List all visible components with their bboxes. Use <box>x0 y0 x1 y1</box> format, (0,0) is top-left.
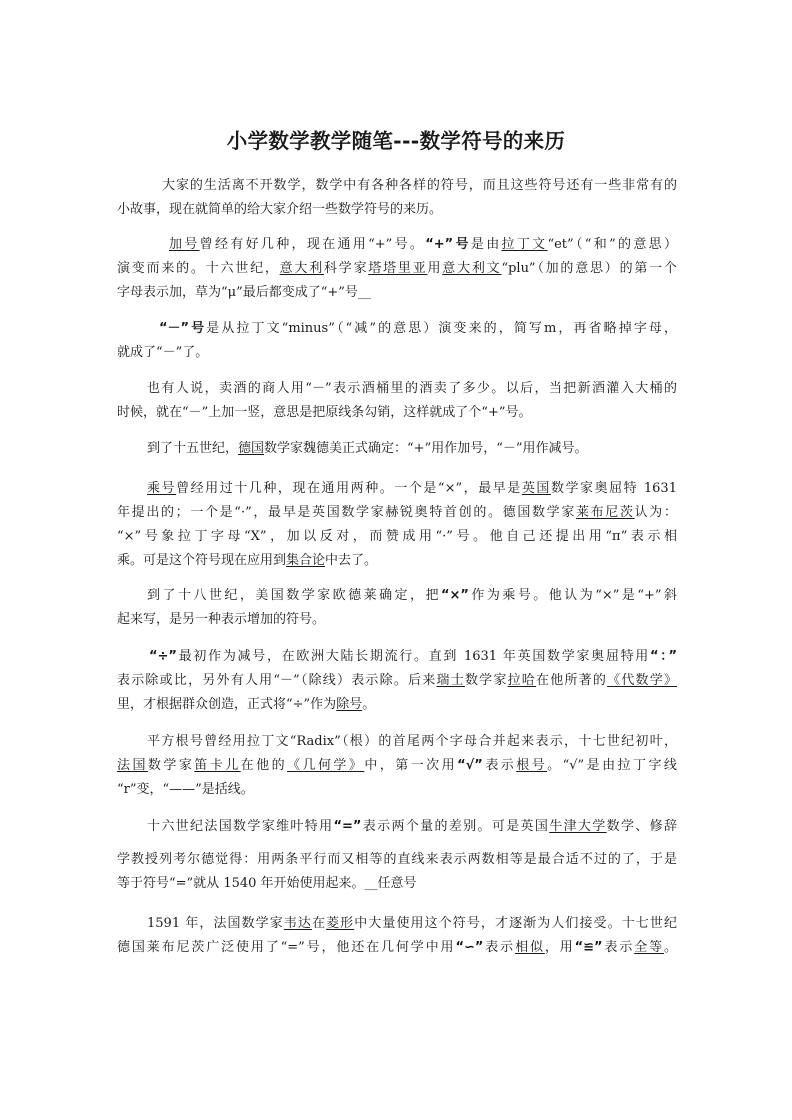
link-switzerland[interactable]: 瑞士 <box>436 673 465 688</box>
link-congruent[interactable]: 全等 <box>634 940 664 955</box>
text-line: 小故事，现在就简单的给大家介绍一些数学符号的来历。 <box>117 202 443 217</box>
link-algebra[interactable]: 《代数学》 <box>607 673 677 688</box>
text-line: 时候，就在“－”上加一竖，意思是把原线条勾销，这样就成了个“+”号。 <box>117 405 532 420</box>
text-line: 到了十八世纪，美国数学家欧德莱确定，把“×”作为乘号。他认为“×”是“+”斜 <box>147 588 677 603</box>
text-line: “r”变，“——”是括线。 <box>117 782 254 797</box>
link-geometry[interactable]: 《几何学》 <box>287 758 365 773</box>
text-line: 字母表示加，草为“μ”最后都变成了“+”号__ <box>117 285 371 300</box>
page-title: 小学数学教学随笔---数学符号的来历 <box>226 129 566 153</box>
link-england[interactable]: 英国 <box>521 481 551 496</box>
paragraph-wine-merchant <box>117 377 677 425</box>
link-viete[interactable]: 韦达 <box>283 916 312 931</box>
paragraph-sixteen-ninety-one <box>117 912 677 960</box>
link-rhombus[interactable]: 菱形 <box>326 916 355 931</box>
paragraph-minus-sign <box>117 317 677 365</box>
text-line: 德国莱布尼茨广泛使用了“=”号，他还在几何学中用“∽”表示相似，用“≌”表示全等。 <box>117 940 677 955</box>
text-line: 法国数学家笛卡儿在他的《几何学》中，第一次用“√”表示根号。“√”是由拉丁字线 <box>117 758 677 773</box>
link-set-theory[interactable]: 集合论 <box>286 553 326 568</box>
text-line: 里，才根据群众创造，正式将“÷”作为除号。 <box>117 697 376 712</box>
link-multiplication-sign[interactable]: 乘号 <box>147 481 177 496</box>
paragraph-division-sign <box>117 645 677 717</box>
text-line: 乘号曾经用过十几种，现在通用两种。一个是“×”，最早是英国数学家奥屈特 1631 <box>147 481 677 496</box>
link-germany[interactable]: 德国 <box>238 441 265 456</box>
link-oxford[interactable]: 牛津大学 <box>549 819 607 834</box>
paragraph-plus-sign <box>117 233 677 305</box>
text-line: 十六世纪法国数学家维叶特用“=”表示两个量的差别。可是英国牛津大学数学、修辞 <box>147 819 677 834</box>
link-similar[interactable]: 相似 <box>515 940 545 955</box>
text-line: 到了十五世纪，德国数学家魏德美正式确定：“+”用作加号，“－”用作减号。 <box>147 441 588 456</box>
text-line: 1591 年，法国数学家韦达在菱形中大量使用这个符号，才逐渐为人们接受。十七世纪 <box>147 916 677 931</box>
text-line: “×”号象拉丁字母“X”，加以反对，而赞成用“·”号。他自己还提出用“п”表示相 <box>117 529 677 544</box>
text-line: “÷”最初作为减号，在欧洲大陆长期流行。直到 1631 年英国数学家奥屈特用“：” <box>149 649 677 664</box>
paragraph-eighteenth-century <box>117 584 677 632</box>
link-tartaglia[interactable]: 塔塔里亚 <box>368 261 428 276</box>
link-france[interactable]: 法国 <box>117 758 148 773</box>
link-descartes[interactable]: 笛卡儿 <box>194 758 241 773</box>
paragraph-multiplication-sign <box>117 477 677 573</box>
paragraph-intro <box>117 174 677 222</box>
text-line: 演变而来的。十六世纪，意大利科学家塔塔里亚用意大利文“plu”（加的意思）的第一个 <box>117 261 677 276</box>
paragraph-fifteenth-century <box>117 437 677 461</box>
link-radical-sign[interactable]: 根号 <box>516 758 548 773</box>
text-line: 大家的生活离不开数学，数学中有各种各样的符号，而且这些符号还有一些非常有的 <box>162 178 677 193</box>
text-line: “－”号是从拉丁文“minus”（“减”的意思）演变来的，简写m，再省略掉字母， <box>159 321 677 336</box>
link-plus-sign[interactable]: 加号 <box>169 237 200 252</box>
link-rahn[interactable]: 拉哈 <box>507 673 537 688</box>
link-italian[interactable]: 意大利文 <box>442 261 502 276</box>
text-line: 就成了“－”了。 <box>117 345 209 360</box>
text-line: 表示除或比，另外有人用“－”（除线）表示除。后来瑞士数学家拉哈在他所著的《代数学》 <box>117 673 677 688</box>
paragraph-equals-sign <box>117 848 677 896</box>
link-italy[interactable]: 意大利 <box>279 261 324 276</box>
text-line: 平方根号曾经用拉丁文“Radix”（根）的首尾两个字母合并起来表示，十七世纪初叶， <box>147 734 677 749</box>
link-division-sign[interactable]: 除号 <box>336 697 363 712</box>
text-line: 等于符号“=”就从 1540 年开始使用起来。__任意号 <box>117 876 417 891</box>
link-leibniz[interactable]: 莱布尼茨 <box>575 505 635 520</box>
text-line: 年提出的；一个是“·”，最早是英国数学家赫锐奥特首创的。德国数学家莱布尼茨认为： <box>117 505 677 520</box>
text-line: 也有人说，卖酒的商人用“－”表示酒桶里的酒卖了多少。以后，当把新酒灌入大桶的 <box>147 381 677 396</box>
text-line: 加号曾经有好几种，现在通用“+”号。“+”号是由拉丁文“et”（“和”的意思） <box>169 237 677 252</box>
paragraph-radical-sign <box>117 730 677 802</box>
text-line: 学教授列考尔德觉得：用两条平行而又相等的直线来表示两数相等是最合适不过的了，于是 <box>117 852 677 867</box>
link-latin[interactable]: 拉丁文 <box>501 237 548 252</box>
text-line: 乘。可是这个符号现在应用到集合论中去了。 <box>117 553 378 568</box>
text-line: 起来写，是另一种表示增加的符号。 <box>117 612 326 627</box>
paragraph-viete <box>117 815 677 839</box>
